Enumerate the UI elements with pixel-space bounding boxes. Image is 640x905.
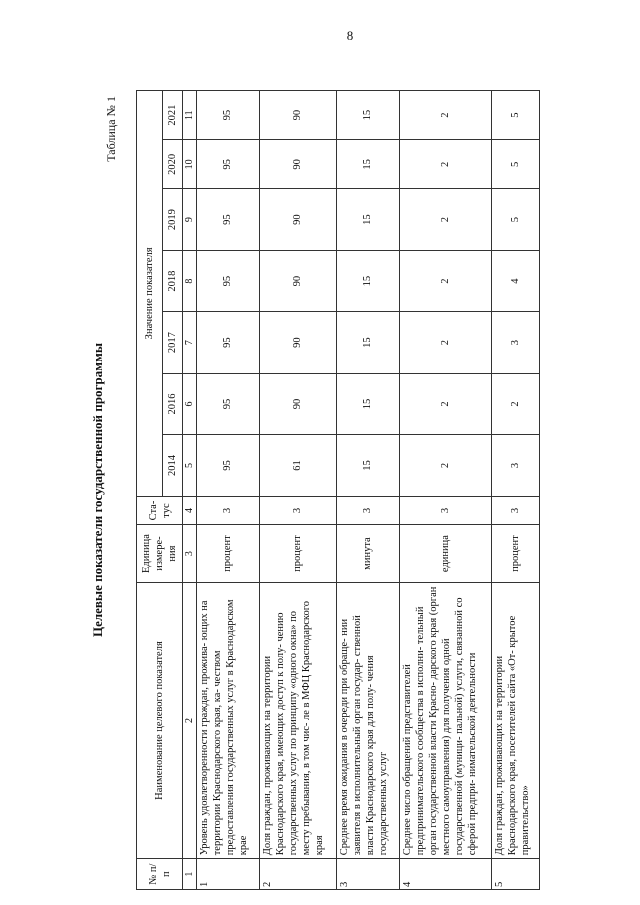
indicator-value: 15 (337, 91, 400, 140)
row-number: 3 (337, 859, 400, 890)
indicator-value: 5 (492, 189, 540, 250)
indicator-value: 2 (399, 91, 491, 140)
indicator-value: 90 (259, 312, 336, 373)
header-year: 2019 (163, 189, 183, 250)
indicator-value: 2 (399, 312, 491, 373)
column-number: 6 (183, 373, 197, 434)
column-number-row (183, 91, 197, 890)
indicator-value: 95 (197, 250, 260, 311)
header-unit: Единица измере- ния (137, 525, 183, 582)
indicator-value: 15 (337, 312, 400, 373)
indicator-status: 3 (337, 496, 400, 525)
column-number: 2 (183, 582, 197, 859)
indicator-value: 2 (399, 140, 491, 189)
header-year: 2014 (163, 435, 183, 496)
targets-table (136, 90, 540, 890)
indicator-value: 15 (337, 140, 400, 189)
indicator-value: 15 (337, 250, 400, 311)
indicator-value: 2 (399, 435, 491, 496)
table-label: Таблица № 1 (104, 96, 118, 162)
header-name: Наименование целевого показателя (137, 582, 183, 859)
indicator-unit: процент (197, 525, 260, 582)
indicator-name: Уровень удовлетворенности граждан, прожива- ющих на территории Краснодарского края, ка- чеством предоставления государственных услуг в Краснодарском крае (197, 582, 260, 859)
indicator-name: Среднее число обращений представителей предпринимательского сообщества в исполни- тельный орган государственной власти Красно- дарского края (орган местного самоуправления) для получения одной государственной (муници- пальной) услуги, связанной со сферой предпри- нимательской деятельности (399, 582, 491, 859)
row-number: 1 (197, 859, 260, 890)
table-row (337, 91, 400, 890)
column-number: 3 (183, 525, 197, 582)
header-year: 2021 (163, 91, 183, 140)
row-number: 4 (399, 859, 491, 890)
indicator-value: 90 (259, 91, 336, 140)
indicator-value: 15 (337, 373, 400, 434)
table-row (197, 91, 260, 890)
table-row (492, 91, 540, 890)
column-number: 1 (183, 859, 197, 890)
table-row (259, 91, 336, 890)
indicator-value: 2 (399, 373, 491, 434)
indicator-value: 95 (197, 189, 260, 250)
indicator-value: 90 (259, 250, 336, 311)
indicator-value: 95 (197, 312, 260, 373)
indicator-status: 3 (197, 496, 260, 525)
indicator-value: 90 (259, 373, 336, 434)
indicator-unit: единица (399, 525, 491, 582)
page-number: 8 (346, 28, 354, 43)
column-number: 10 (183, 140, 197, 189)
header-status: Ста- тус (137, 496, 183, 525)
row-number: 5 (492, 859, 540, 890)
indicator-status: 3 (259, 496, 336, 525)
indicator-value: 2 (399, 250, 491, 311)
indicator-value: 5 (492, 91, 540, 140)
indicator-value: 15 (337, 435, 400, 496)
indicator-status: 3 (492, 496, 540, 525)
indicator-name: Среднее время ожидания в очереди при обраще- нии заявителя в исполнительный орган государ- ственной власти Краснодарского края для полу- чения государственных услуг (337, 582, 400, 859)
header-num: № п/п (137, 859, 183, 890)
column-number: 9 (183, 189, 197, 250)
indicator-value: 15 (337, 189, 400, 250)
indicator-name: Доля граждан, проживающих на территории Краснодарского края, имеющих доступ к полу- чению государственных услуг по принципу «одного окна» по месту пребывания, в том чис- ле в МФЦ Краснодарского края (259, 582, 336, 859)
indicator-status: 3 (399, 496, 491, 525)
header-year: 2020 (163, 140, 183, 189)
rotated-page-content (88, 90, 546, 890)
indicator-value: 5 (492, 140, 540, 189)
header-year: 2016 (163, 373, 183, 434)
indicator-value: 95 (197, 140, 260, 189)
indicator-unit: процент (492, 525, 540, 582)
table-row (399, 91, 491, 890)
indicator-unit: минута (337, 525, 400, 582)
indicator-value: 3 (492, 435, 540, 496)
indicator-value: 61 (259, 435, 336, 496)
document-title: Целевые показатели государственной программы (90, 342, 105, 638)
indicator-value: 90 (259, 189, 336, 250)
indicator-unit: процент (259, 525, 336, 582)
indicator-name: Доля граждан, проживающих на территории Краснодарского края, посетителей сайта «От- крытое правительство» (492, 582, 540, 859)
indicator-value: 4 (492, 250, 540, 311)
indicator-value: 95 (197, 91, 260, 140)
header-year: 2018 (163, 250, 183, 311)
indicator-value: 90 (259, 140, 336, 189)
row-number: 2 (259, 859, 336, 890)
indicator-value: 95 (197, 435, 260, 496)
column-number: 4 (183, 496, 197, 525)
header-values: Значение показателя (137, 91, 163, 497)
column-number: 11 (183, 91, 197, 140)
indicator-value: 3 (492, 312, 540, 373)
indicator-value: 2 (399, 189, 491, 250)
header-year: 2017 (163, 312, 183, 373)
column-number: 8 (183, 250, 197, 311)
column-number: 5 (183, 435, 197, 496)
column-number: 7 (183, 312, 197, 373)
indicator-value: 95 (197, 373, 260, 434)
indicator-value: 2 (492, 373, 540, 434)
